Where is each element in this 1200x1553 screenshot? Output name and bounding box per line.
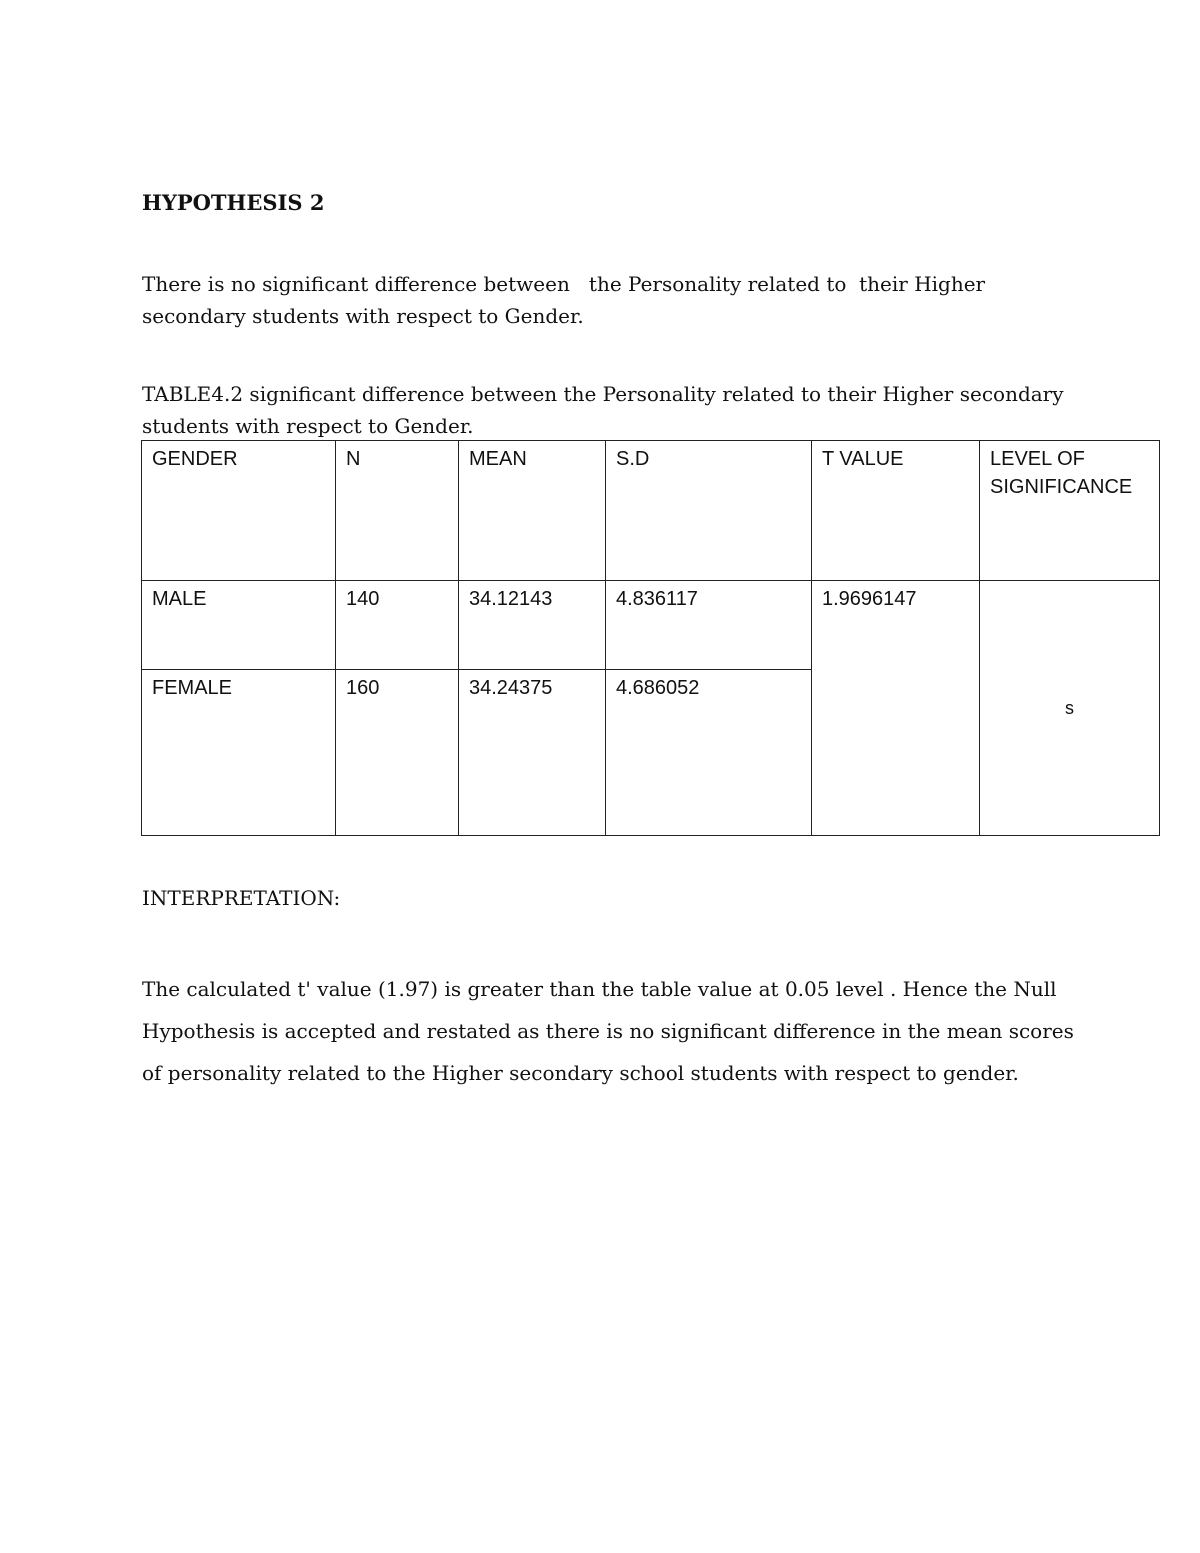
cell-sd: 4.836117: [606, 581, 812, 670]
table-header-row: [142, 441, 1160, 581]
results-table: [141, 440, 1160, 836]
interpretation-line: of personality related to the Higher secondary school students with respect to gender.: [142, 1061, 1019, 1085]
hypothesis-statement: [142, 268, 1102, 332]
cell-sd: 4.686052: [606, 670, 812, 836]
interpretation-line: The calculated t' value (1.97) is greater than the table value at 0.05 level . Hence the Null: [142, 977, 1057, 1001]
header-sd: S.D: [606, 441, 812, 581]
interpretation-line: Hypothesis is accepted and restated as there is no significant difference in the mean scores: [142, 1019, 1074, 1043]
header-n: N: [336, 441, 459, 581]
header-level-of-significance: LEVEL OF SIGNIFICANCE: [980, 441, 1160, 581]
cell-level-of-significance: s: [980, 581, 1160, 836]
caption-line: TABLE4.2 significant difference between the Personality related to their Higher secondary: [142, 382, 1064, 406]
cell-n: 140: [336, 581, 459, 670]
hypothesis-line: secondary students with respect to Gender.: [142, 304, 584, 328]
caption-line: students with respect to Gender.: [142, 414, 474, 438]
cell-gender: FEMALE: [142, 670, 336, 836]
header-t-value: T VALUE: [812, 441, 980, 581]
table-caption: [142, 378, 1102, 442]
header-gender: GENDER: [142, 441, 336, 581]
cell-t-value: 1.9696147: [812, 581, 980, 836]
cell-gender: MALE: [142, 581, 336, 670]
cell-mean: 34.12143: [459, 581, 606, 670]
cell-n: 160: [336, 670, 459, 836]
interpretation-paragraph: [142, 968, 1102, 1094]
header-mean: MEAN: [459, 441, 606, 581]
cell-mean: 34.24375: [459, 670, 606, 836]
hypothesis-line: There is no significant difference between the Personality related to their Higher: [142, 272, 986, 296]
table-row: [142, 581, 1160, 670]
hypothesis-heading: HYPOTHESIS 2: [142, 190, 325, 215]
interpretation-heading: INTERPRETATION:: [142, 886, 341, 910]
